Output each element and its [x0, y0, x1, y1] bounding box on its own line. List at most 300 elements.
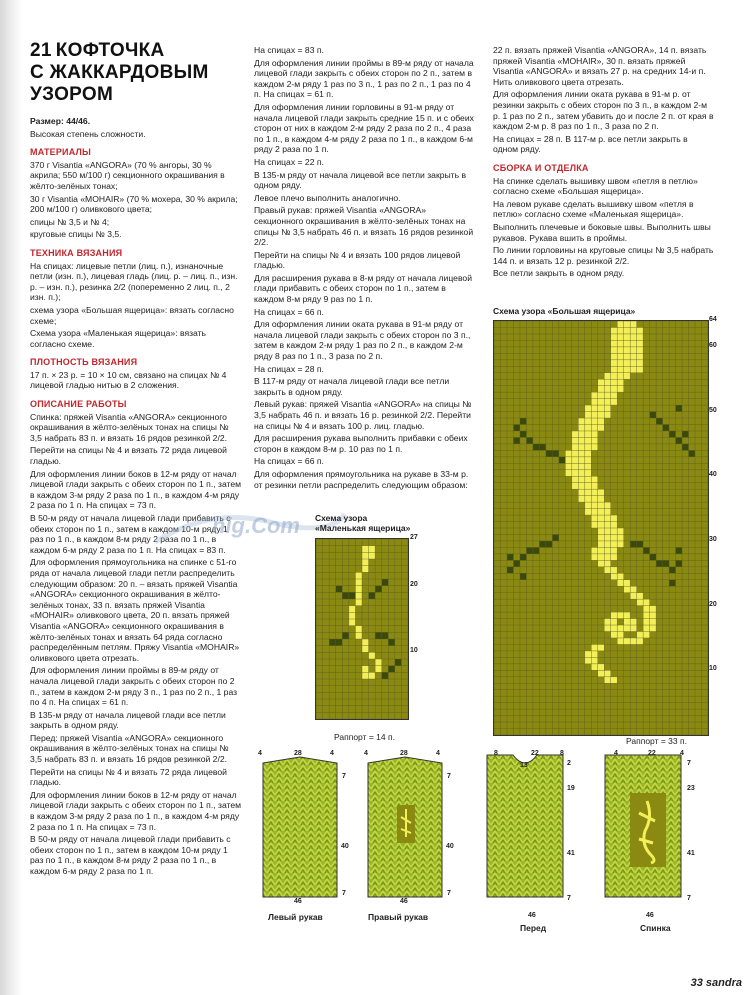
- chart-cell: [591, 644, 597, 650]
- body-paragraph: На спицах = 28 п.: [254, 363, 324, 374]
- meas-rs-bottom: 46: [400, 898, 408, 905]
- meas-ls-side-2: 40: [341, 843, 349, 850]
- chart-cell: [617, 340, 623, 346]
- chart-cell: [617, 632, 623, 638]
- chart-cell: [643, 632, 649, 638]
- small-chart-title-2: «Маленькая ящерица»: [315, 523, 411, 533]
- chart-cell: [624, 580, 630, 586]
- body-paragraph: Перейти на спицы № 4 и вязать 100 рядов лицевой гладью.: [254, 249, 461, 271]
- body-paragraph: В 135-м ряду от начала лицевой все петли закрыть в одном ряду.: [254, 169, 467, 191]
- chart-cell: [369, 652, 376, 659]
- chart-cell: [676, 437, 682, 443]
- meas-rs-top-1: 4: [364, 750, 368, 757]
- chart-cell: [650, 554, 656, 560]
- chart-cell: [598, 522, 604, 528]
- chart-cell: [604, 502, 610, 508]
- chart-cell: [369, 592, 376, 599]
- chart-cell: [591, 509, 597, 515]
- chart-cell: [617, 366, 623, 372]
- body-paragraph: В 50-м ряду от начала лицевой глади прибавить с обеих сторон по 1 п., затем в каждом 10-м ряду 1 раз по 1 п., в каждом 8-м ряду 2 раза по 1 п., в каждом 6-м ряду 2 раза по 1 п.: [30, 834, 231, 876]
- chart-cell: [611, 573, 617, 579]
- page-footer: 33 sandra: [690, 977, 742, 989]
- column-1: [30, 40, 242, 879]
- chart-cell: [598, 547, 604, 553]
- chart-cell: [604, 541, 610, 547]
- chart-cell: [585, 412, 591, 418]
- chart-cell: [617, 528, 623, 534]
- technique-heading: ТЕХНИКА ВЯЗАНИЯ: [30, 247, 123, 258]
- body-paragraph: На спицах = 22 п.: [254, 156, 324, 167]
- meas-back-top-2: 22: [648, 750, 656, 757]
- body-paragraph: Для расширения рукава выполнить прибавки с обеих сторон в каждом 8-м р. 10 раз по 1 п.: [254, 433, 468, 454]
- meas-rs-side-3: 7: [447, 890, 451, 897]
- chart-cell: [591, 412, 597, 418]
- chart-cell: [604, 619, 610, 625]
- watermark-text: nig.Com: [212, 513, 300, 538]
- chart-cell: [604, 412, 610, 418]
- chart-cell: [611, 619, 617, 625]
- chart-cell: [388, 639, 395, 646]
- chart-cell: [585, 450, 591, 456]
- body-paragraph: Для оформления линии оката рукава в 91-м ряду от начала лицевой глади закрыть с обеих сторон по 3 п., затем в каждом 2-м ряду 1 раз по 2 п., в каждом 2-м ряду 8 раз по 1 п., 3 раза по 2 п.: [254, 319, 471, 362]
- body-paragraph: В 50-м ряду от начала лицевой глади прибавить с обеих сторон по 1 п., затем в каждом 10-м ряду 1 раз по 1 п., в каждом 8-м ряду 2 раза по 1 п., в каждом 6-м ряду 2 раза по 1 п. На спицах = 83 п.: [30, 513, 231, 555]
- chart-cell: [676, 547, 682, 553]
- small-chart-title-1: Схема узора: [315, 513, 368, 523]
- chart-cell: [669, 580, 675, 586]
- meas-back-bottom: 46: [646, 912, 654, 919]
- chart-cell: [591, 483, 597, 489]
- chart-cell: [585, 483, 591, 489]
- chart-cell: [663, 560, 669, 566]
- back-label: Спинка: [640, 923, 671, 933]
- chart-cell: [355, 632, 362, 639]
- chart-cell: [362, 552, 369, 559]
- chart-cell: [611, 541, 617, 547]
- body-paragraph: На спицах = 83 п.: [254, 45, 324, 55]
- chart-cell: [624, 353, 630, 359]
- chart-y-tick: 60: [709, 341, 717, 349]
- chart-cell: [598, 541, 604, 547]
- chart-cell: [533, 547, 539, 553]
- work-description-col1: [30, 412, 242, 877]
- chart-cell: [578, 437, 584, 443]
- chart-cell: [591, 405, 597, 411]
- chart-cell: [604, 534, 610, 540]
- chart-cell: [388, 666, 395, 673]
- chart-cell: [630, 638, 636, 644]
- chart-cell: [669, 431, 675, 437]
- meas-back-top-3: 4: [680, 750, 684, 757]
- chart-cell: [611, 327, 617, 333]
- big-lizard-chart: [493, 320, 709, 736]
- chart-cell: [369, 546, 376, 553]
- chart-cell: [526, 437, 532, 443]
- chart-cell: [604, 625, 610, 631]
- big-chart-rapport: Раппорт = 33 п.: [626, 736, 687, 746]
- chart-cell: [375, 632, 382, 639]
- chart-cell: [637, 541, 643, 547]
- left-sleeve-shape: [263, 757, 337, 897]
- chart-cell: [604, 515, 610, 521]
- meas-rs-side-2: 40: [446, 843, 454, 850]
- meas-ls-side-1: 7: [342, 773, 346, 780]
- chart-cell: [624, 366, 630, 372]
- meas-back-side-3: 41: [687, 850, 695, 857]
- chart-cell: [669, 567, 675, 573]
- chart-cell: [565, 450, 571, 456]
- chart-cell: [591, 444, 597, 450]
- chart-cell: [342, 592, 349, 599]
- meas-back-side-1: 7: [687, 760, 691, 767]
- body-paragraph: Для оформления линии проймы в 89-м ряду от начала лицевой глади закрыть с обеих сторон по 2 п., затем в каждом 2-м ряду 1 раз по 3 п., 1 раз по 2 п., 1 раз по 4 п. На спицах = 61 п.: [254, 57, 474, 100]
- difficulty-text: Высокая степень сложности.: [30, 128, 146, 139]
- density-text: 17 п. × 23 р. = 10 × 10 см, связано на спицах № 4 лицевой гладью нитью в 2 сложения.: [30, 369, 227, 391]
- garment-schematics: [255, 747, 725, 932]
- chart-cell: [591, 431, 597, 437]
- chart-cell: [611, 392, 617, 398]
- chart-cell: [611, 379, 617, 385]
- chart-cell: [637, 593, 643, 599]
- chart-cell: [604, 379, 610, 385]
- page-gutter: [0, 0, 22, 995]
- chart-cell: [362, 546, 369, 553]
- chart-cell: [598, 670, 604, 676]
- meas-front-side-2: 19: [567, 785, 575, 792]
- body-paragraph: Для оформления линии оката рукава в 91-м р. от резинки закрыть с обеих сторон по 3 п., в каждом 2-м р. 1 раз по 2 п., затем убавить до и после 2 п. от края в каждом 2-м р. 8 раз по 1 п., 3 раза по 2 п.: [493, 89, 714, 132]
- body-paragraph: Правый рукав: пряжей Visantia «ANGORA» секционного окрашивания в жёлто-зелёных тонах на спицы № 3,5 набрать 46 п. и вязать 16 рядов резинкой 2/2.: [254, 205, 474, 248]
- chart-cell: [604, 522, 610, 528]
- chart-cell: [604, 386, 610, 392]
- chart-cell: [611, 360, 617, 366]
- chart-cell: [507, 554, 513, 560]
- chart-cell: [637, 366, 643, 372]
- body-paragraph: Левый рукав: пряжей Visantia «ANGORA» на спицы № 3,5 набрать 46 п. и вязать 16 р. резинкой 2/2. Перейти на спицы № 4 и вязать 100 р. лиц. гладью.: [254, 399, 472, 431]
- chart-cell: [630, 366, 636, 372]
- chart-cell: [617, 625, 623, 631]
- meas-front-top-3: 8: [560, 750, 564, 757]
- chart-cell: [637, 353, 643, 359]
- chart-cell: [604, 373, 610, 379]
- article-title: [30, 40, 242, 106]
- meas-front-top-4: 13: [520, 762, 528, 769]
- chart-cell: [617, 573, 623, 579]
- chart-cell: [578, 470, 584, 476]
- chart-cell: [520, 554, 526, 560]
- right-sleeve-label: Правый рукав: [368, 912, 429, 922]
- chart-cell: [643, 599, 649, 605]
- chart-cell: [572, 476, 578, 482]
- meas-front-side-3: 41: [567, 850, 575, 857]
- chart-cell: [611, 373, 617, 379]
- chart-cell: [604, 392, 610, 398]
- body-paragraph: В 117-м ряду от начала лицевой глади все петли закрыть в одном ряду.: [254, 376, 450, 397]
- column-2: [254, 45, 477, 492]
- chart-cell: [362, 559, 369, 566]
- chart-cell: [611, 353, 617, 359]
- chart-cell: [598, 412, 604, 418]
- chart-y-tick: 10: [709, 665, 717, 673]
- chart-cell: [591, 476, 597, 482]
- size-text: Размер: 44/46.: [30, 116, 91, 126]
- meas-back-side-2: 23: [687, 785, 695, 792]
- chart-cell: [362, 566, 369, 573]
- chart-cell: [578, 450, 584, 456]
- chart-cell: [369, 552, 376, 559]
- chart-cell: [624, 321, 630, 327]
- body-paragraph: В 135-м ряду от начала лицевой глади все петли закрыть в одном ряду.: [30, 709, 226, 731]
- chart-cell: [604, 399, 610, 405]
- chart-cell: [611, 522, 617, 528]
- chart-cell: [643, 625, 649, 631]
- chart-cell: [637, 638, 643, 644]
- chart-cell: [585, 502, 591, 508]
- chart-cell: [355, 572, 362, 579]
- chart-cell: [546, 450, 552, 456]
- chart-cell: [585, 657, 591, 663]
- chart-cell: [585, 476, 591, 482]
- chart-cell: [611, 399, 617, 405]
- chart-y-tick: 40: [709, 471, 717, 479]
- chart-y-tick: 10: [410, 647, 418, 655]
- body-paragraph: Для оформления линии боков в 12-м ряду от начал лицевой глади закрыть с обеих сторон по 1 п., затем в каждом 3-м ряду 2 раза по 1 п., в каждом 4-м ряду 2 раза по 1 п. На спицах = 73 п.: [30, 789, 242, 832]
- meas-ls-bottom: 46: [294, 898, 302, 905]
- meas-front-bottom: 46: [528, 912, 536, 919]
- chart-cell: [682, 444, 688, 450]
- meas-front-top-2: 22: [531, 750, 539, 757]
- chart-cell: [578, 483, 584, 489]
- chart-cell: [598, 554, 604, 560]
- chart-cell: [624, 619, 630, 625]
- body-paragraph: Перейти на спицы № 4 и вязать 72 ряда лицевой гладью.: [30, 766, 227, 788]
- chart-cell: [617, 379, 623, 385]
- chart-cell: [598, 489, 604, 495]
- small-lizard-chart: [315, 538, 409, 720]
- body-paragraph: Для оформления линии проймы в 89-м ряду от начала лицевой глади закрыть с обеих сторон по 2 п., затем в каждом 2-м ряду 3 п., 1 раз по 2 п., 1 раз по 4 п. На спицах = 61 п.: [30, 665, 238, 708]
- chart-cell: [382, 632, 389, 639]
- chart-cell: [617, 612, 623, 618]
- chart-cell: [611, 515, 617, 521]
- chart-cell: [591, 657, 597, 663]
- body-paragraph: Для оформления прямоугольника на спинке с 51-го ряда от начала лицевой глади петли распределить следующим образом: 20 п. – вязать пряжей Visantia «ANGORA» секционного окрашивания в жёлто-зелёных тонах, 33 п. вязать пряжей Visantia «MOHAIR» оливкового цвета, 20 п. вязать пряжей Visantia «ANGORA» секционного окрашивания в жёлто-зелёных тонах и вязать 64 ряда согласно распределённым петлям. Пряжу Visantia «MOHAIR» оливкового цвета отрезать.: [30, 557, 240, 663]
- chart-cell: [585, 489, 591, 495]
- meas-ls-top-3: 4: [330, 750, 334, 757]
- chart-cell: [585, 444, 591, 450]
- chart-cell: [637, 340, 643, 346]
- chart-cell: [585, 431, 591, 437]
- work-description-col3: [493, 45, 715, 155]
- chart-cell: [637, 327, 643, 333]
- body-paragraph: Для оформления линии горловины в 91-м ряду от начала лицевой глади закрыть средние 15 п. и с обеих сторон от них в каждом 2-м ряду 2 раза по 2 п., 4 раза по 1 п., в каждом 4-м ряду 2 раза по 1 п., в каждом 6-м ряду 2 раза по 1 п.: [254, 101, 474, 155]
- assembly-paragraph: На спинке сделать вышивку швом «петля в петлю» согласно схеме «Большая ящерица».: [493, 175, 698, 197]
- chart-cell: [591, 547, 597, 553]
- chart-cell: [591, 437, 597, 443]
- chart-cell: [565, 470, 571, 476]
- chart-cell: [611, 386, 617, 392]
- title-line-1: КОФТОЧКА: [55, 40, 165, 61]
- body-paragraph: Спинка: пряжей Visantia «ANGORA» секционного окрашивания в жёлто-зелёных тонах на спицы № 3,5 набрать 83 п. и вязать 16 рядов резинкой 2/2.: [30, 411, 229, 443]
- work-heading: ОПИСАНИЕ РАБОТЫ: [30, 399, 127, 410]
- body-paragraph: Для оформления линии боков в 12-м ряду от начал лицевой глади закрыть с обеих сторон по 1 п., затем в каждом 3-м ряду 2 раза по 1 п., в каждом 4-м ряду 2 раза по 1 п. На спицах = 73 п.: [30, 468, 242, 511]
- chart-cell: [513, 560, 519, 566]
- chart-cell: [578, 431, 584, 437]
- chart-cell: [362, 639, 369, 646]
- chart-cell: [604, 670, 610, 676]
- body-paragraph: Для расширения рукава в 8-м ряду от начала лицевой глади прибавить с обеих сторон по 1 п., затем в каждом 8-м ряду 9 раз по 1 п.: [254, 272, 472, 305]
- chart-cell: [643, 612, 649, 618]
- chart-cell: [611, 366, 617, 372]
- chart-cell: [630, 593, 636, 599]
- chart-cell: [604, 677, 610, 683]
- meas-rs-top-2: 28: [400, 750, 408, 757]
- meas-front-top-1: 8: [494, 750, 498, 757]
- chart-cell: [362, 672, 369, 679]
- materials-heading: МАТЕРИАЛЫ: [30, 147, 92, 158]
- chart-cell: [578, 463, 584, 469]
- chart-cell: [617, 347, 623, 353]
- meas-back-side-4: 7: [687, 895, 691, 902]
- chart-cell: [578, 496, 584, 502]
- chart-cell: [598, 379, 604, 385]
- materials-text-2: 30 г Visantia «MOHAIR» (70 % мохера, 30 % акрила; 200 м/100 г) оливкового цвета;: [30, 193, 238, 215]
- chart-cell: [617, 327, 623, 333]
- chart-cell: [689, 450, 695, 456]
- chart-cell: [578, 457, 584, 463]
- chart-cell: [362, 666, 369, 673]
- meas-ls-side-3: 7: [342, 890, 346, 897]
- small-chart-rapport: Раппорт = 14 п.: [334, 732, 395, 742]
- chart-cell: [598, 425, 604, 431]
- chart-cell: [375, 586, 382, 593]
- chart-cell: [585, 405, 591, 411]
- chart-cell: [546, 541, 552, 547]
- chart-cell: [611, 625, 617, 631]
- technique-text-2: схема узора «Большая ящерица»: вязать согласно схеме;: [30, 304, 234, 326]
- chart-cell: [682, 431, 688, 437]
- chart-cell: [349, 592, 356, 599]
- chart-cell: [382, 672, 389, 679]
- chart-cell: [604, 554, 610, 560]
- chart-cell: [611, 554, 617, 560]
- chart-cell: [533, 444, 539, 450]
- chart-cell: [591, 651, 597, 657]
- body-paragraph: На спицах = 66 п.: [254, 306, 324, 317]
- big-chart-title: Схема узора «Большая ящерица»: [493, 306, 636, 316]
- chart-cell: [578, 425, 584, 431]
- chart-cell: [643, 547, 649, 553]
- chart-cell: [539, 444, 545, 450]
- chart-cell: [624, 612, 630, 618]
- work-description-col2: [254, 45, 477, 490]
- chart-cell: [604, 509, 610, 515]
- meas-ls-top-1: 4: [258, 750, 262, 757]
- chart-cell: [630, 360, 636, 366]
- chart-cell: [513, 425, 519, 431]
- chart-cell: [591, 496, 597, 502]
- chart-cell: [630, 334, 636, 340]
- chart-cell: [591, 522, 597, 528]
- chart-cell: [656, 560, 662, 566]
- assembly-paragraph: Выполнить плечевые и боковые швы. Выполнить швы рукавов. Рукава вшить в проймы.: [493, 221, 711, 243]
- chart-y-tick: 64: [709, 316, 717, 323]
- meas-back-top-1: 4: [614, 750, 618, 757]
- chart-cell: [578, 476, 584, 482]
- chart-cell: [329, 639, 336, 646]
- chart-cell: [591, 392, 597, 398]
- chart-cell: [572, 463, 578, 469]
- chart-cell: [598, 386, 604, 392]
- chart-cell: [349, 619, 356, 626]
- chart-cell: [604, 567, 610, 573]
- chart-cell: [585, 437, 591, 443]
- chart-cell: [637, 360, 643, 366]
- chart-cell: [572, 437, 578, 443]
- chart-cell: [676, 560, 682, 566]
- chart-cell: [617, 360, 623, 366]
- chart-cell: [598, 534, 604, 540]
- chart-cell: [637, 347, 643, 353]
- chart-cell: [507, 567, 513, 573]
- chart-cell: [598, 392, 604, 398]
- body-paragraph: Для оформления прямоугольника на рукаве в 33-м р. от резинки петли распределить следующим образом:: [254, 468, 469, 490]
- title-line-2: С ЖАККАРДОВЫМ: [30, 62, 209, 83]
- chart-cell: [336, 639, 343, 646]
- chart-cell: [369, 672, 376, 679]
- chart-cell: [598, 515, 604, 521]
- body-paragraph: Перейти на спицы № 4 и вязать 72 ряда лицевой гладью.: [30, 445, 227, 467]
- chart-cell: [572, 470, 578, 476]
- chart-cell: [585, 425, 591, 431]
- title-line-3: УЗОРОМ: [30, 84, 114, 105]
- chart-cell: [624, 638, 630, 644]
- chart-cell: [611, 528, 617, 534]
- chart-cell: [604, 405, 610, 411]
- chart-y-tick: 30: [709, 535, 717, 543]
- front-label: Перед: [520, 923, 547, 933]
- chart-cell: [611, 340, 617, 346]
- chart-y-tick: 27: [410, 534, 418, 541]
- chart-cell: [624, 586, 630, 592]
- chart-cell: [663, 425, 669, 431]
- chart-cell: [591, 664, 597, 670]
- chart-cell: [643, 619, 649, 625]
- chart-cell: [520, 573, 526, 579]
- assembly-paragraph: По линии горловины на круговые спицы № 3,5 набрать 144 п. и вязать 12 р. резинкой 2/2.: [493, 245, 714, 266]
- chart-cell: [552, 450, 558, 456]
- chart-cell: [617, 334, 623, 340]
- technique-text-3: Схема узора «Маленькая ящерица»: вязать согласно схеме.: [30, 328, 207, 349]
- chart-cell: [572, 444, 578, 450]
- left-sleeve-label: Левый рукав: [268, 912, 323, 922]
- chart-cell: [585, 463, 591, 469]
- chart-cell: [375, 666, 382, 673]
- chart-cell: [355, 599, 362, 606]
- chart-cell: [650, 412, 656, 418]
- chart-cell: [342, 632, 349, 639]
- assembly-text: [493, 176, 715, 279]
- chart-cell: [591, 502, 597, 508]
- materials-text-4: круговые спицы № 3,5.: [30, 229, 122, 240]
- body-paragraph: Перед: пряжей Visantia «ANGORA» секционного окрашивания в жёлто-зелёных тонах на спицы № 3,5 набрать 83 п. и вязать 16 рядов резинкой 2/2.: [30, 732, 229, 765]
- chart-cell: [617, 541, 623, 547]
- chart-cell: [355, 586, 362, 593]
- density-heading: ПЛОТНОСТЬ ВЯЗАНИЯ: [30, 357, 138, 368]
- chart-cell: [598, 509, 604, 515]
- chart-cell: [630, 327, 636, 333]
- chart-cell: [526, 547, 532, 553]
- chart-cell: [572, 450, 578, 456]
- chart-cell: [585, 470, 591, 476]
- chart-cell: [650, 625, 656, 631]
